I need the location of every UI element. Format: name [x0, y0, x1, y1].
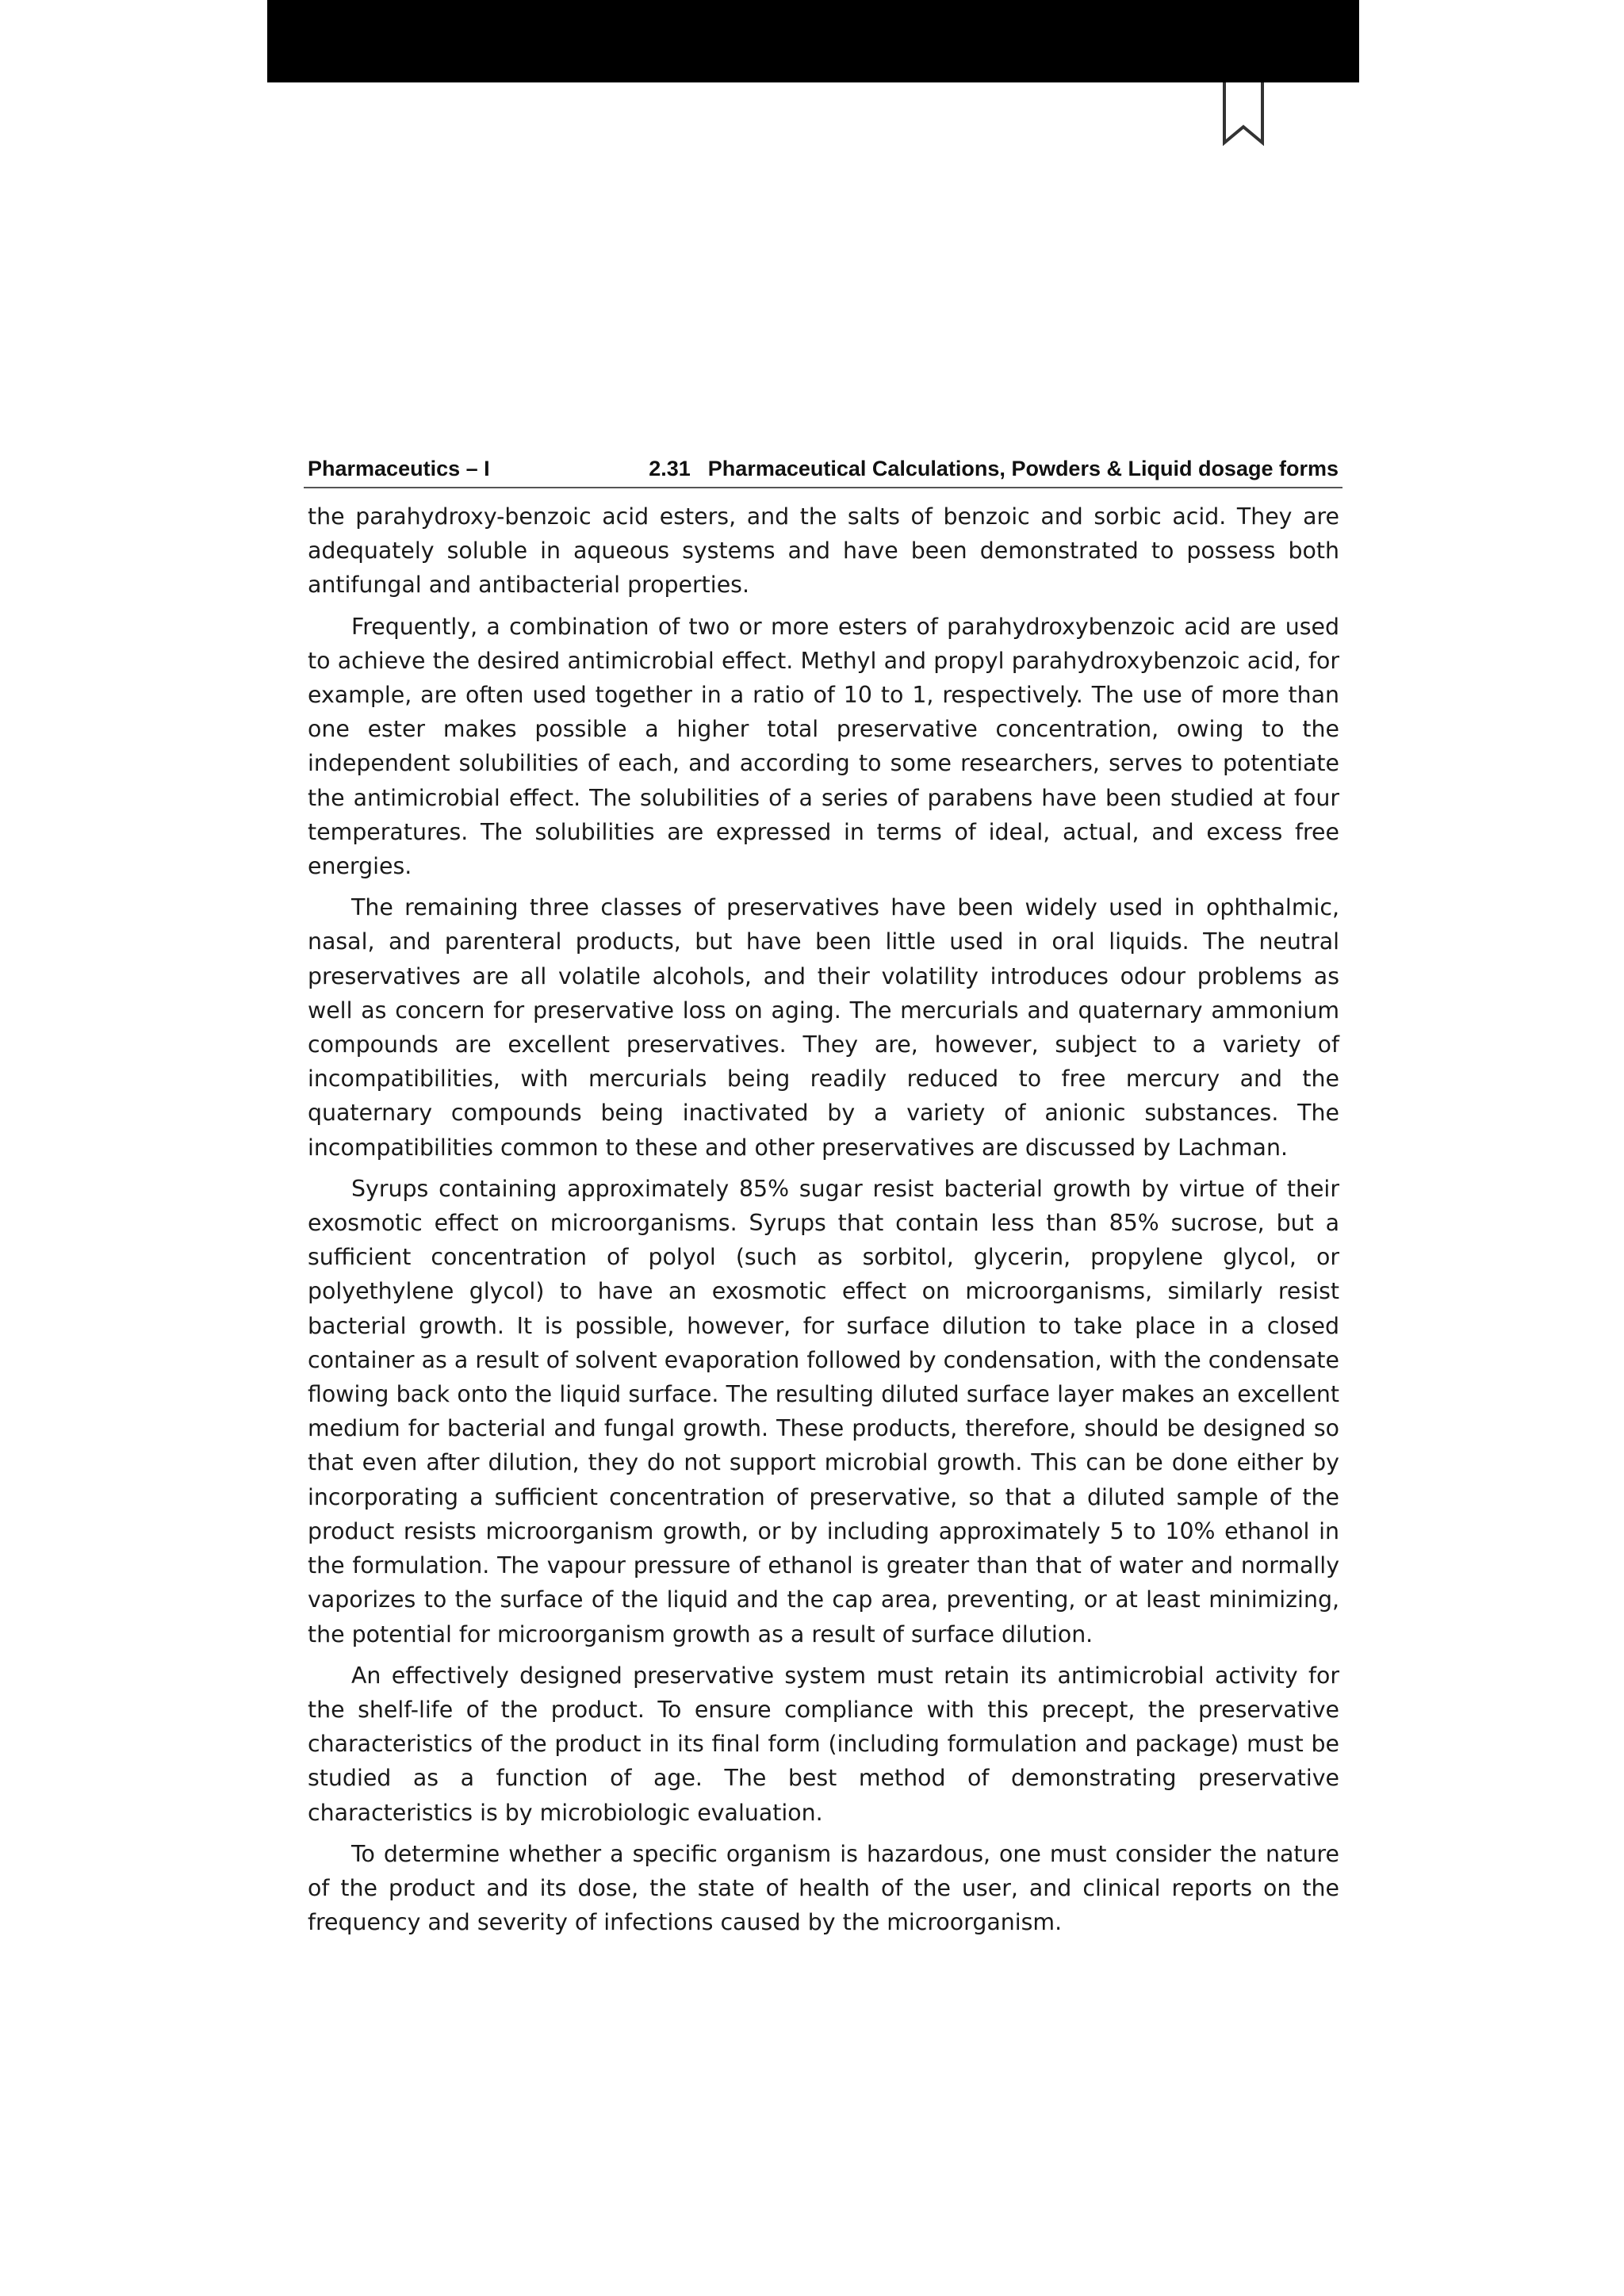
- body-text: [304, 499, 1342, 1939]
- document-page: [304, 452, 1342, 1946]
- paragraph: Syrups containing approximately 85% sugar resist bacterial growth by virtue of their exosmotic effect on microorganisms. Syrups that contain less than 85% sucrose, but a sufficient concentration of polyol (such as sorbitol, glycerin, propylene glycol, or polyethylene glycol) to have an exosmotic effect on microorganisms, similarly resist bacterial growth. It is possible, however, for surface dilution to take place in a closed container as a result of solvent evaporation followed by condensation, with the condensate flowing back onto the liquid surface. The resulting diluted surface layer makes an excellent medium for bacterial and fungal growth. These products, therefore, should be designed so that even after dilution, they do not support microbial growth. This can be done either by incorporating a sufficient concentration of preservative, so that a diluted sample of the product resists microorganism growth, or by including approximately 5 to 10% ethanol in the formulation. The vapour pressure of ethanol is greater than that of water and normally vaporizes to the surface of the liquid and the cap area, preventing, or at least minimizing, the potential for microorganism growth as a result of surface dilution.: [308, 1175, 1339, 1647]
- chapter-title: Pharmaceutical Calculations, Powders & Liquid dosage forms: [707, 457, 1339, 480]
- paragraph: the parahydroxy-benzoic acid esters, and the salts of benzoic and sorbic acid. They are adequately soluble in aqueous systems and have been demonstrated to possess both antifungal and antibacterial properties.: [308, 503, 1339, 599]
- paragraph: An effectively designed preservative system must retain its antimicrobial activity for the shelf-life of the product. To ensure compliance with this precept, the preservative characteristics of the product in its final form (including formulation and package) must be studied as a function of age. The best method of demonstrating preservative characteristics is by microbiologic evaluation.: [308, 1662, 1339, 1826]
- page-number: 2.31: [649, 457, 691, 480]
- running-header: [304, 452, 1342, 488]
- paragraph: The remaining three classes of preservatives have been widely used in ophthalmic, nasal, and parenteral products, but have been little used in oral liquids. The neutral preservatives are all volatile alcohols, and their volatility introduces odour problems as well as concern for preservative loss on aging. The mercurials and quaternary ammonium compounds are excellent preservatives. They are, however, subject to a variety of incompatibilities, with mercurials being readily reduced to free mercury and the quaternary compounds being inactivated by a variety of anionic substances. The incompatibilities common to these and other preservatives are discussed by Lachman.: [308, 894, 1339, 1161]
- reader-top-bar: [267, 0, 1359, 82]
- bookmark-icon[interactable]: [1220, 82, 1267, 147]
- paragraph: Frequently, a combination of two or more esters of parahydroxybenzoic acid are used to achieve the desired antimicrobial effect. Methyl and propyl parahydroxybenzoic acid, for example, are often used together in a ratio of 10 to 1, respectively. The use of more than one ester makes possible a higher total preservative concentration, owing to the independent solubilities of each, and according to some researchers, serves to potentiate the antimicrobial effect. The solubilities of a series of parabens have been studied at four temperatures. The solubilities are expressed in terms of ideal, actual, and excess free energies.: [308, 613, 1339, 880]
- book-title: Pharmaceutics – I: [308, 457, 490, 480]
- paragraph: To determine whether a specific organism is hazardous, one must consider the nature of the product and its dose, the state of health of the user, and clinical reports on the frequency and severity of infections caused by the microorganism.: [308, 1840, 1339, 1936]
- chapter-heading: [649, 457, 1339, 481]
